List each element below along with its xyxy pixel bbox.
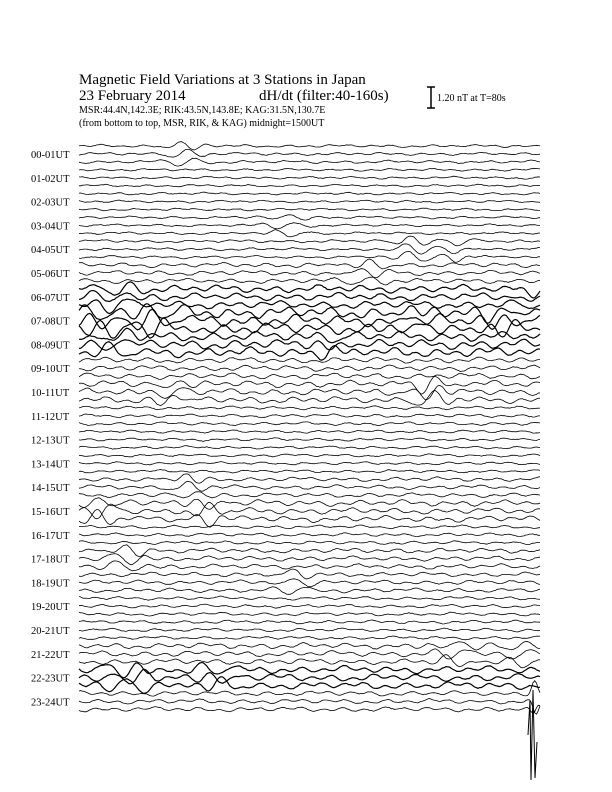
- trace-kag-line: [79, 525, 540, 529]
- trace-rik-line: [79, 223, 540, 229]
- trace-msr-line: [79, 184, 540, 187]
- trace-msr-line: [79, 277, 540, 285]
- trace-rik-line: [79, 649, 540, 659]
- trace-kag-line: [79, 641, 540, 650]
- hour-label: 08-09UT: [31, 340, 70, 352]
- trace-kag-line: [79, 681, 540, 696]
- trace-kag-line: [79, 498, 540, 510]
- trace-msr-line: [79, 492, 540, 498]
- trace-rik-line: [79, 149, 540, 157]
- hour-label: 04-05UT: [31, 245, 70, 257]
- hour-label: 10-11UT: [31, 388, 70, 399]
- hour-label: 15-16UT: [31, 507, 70, 518]
- trace-kag-line: [79, 663, 540, 678]
- hour-label: 03-04UT: [31, 221, 70, 233]
- hour-label: 20-21UT: [31, 626, 70, 637]
- hour-label: 14-15UT: [31, 483, 70, 495]
- hour-label: 07-08UT: [31, 316, 70, 328]
- hour-label: 22-23UT: [31, 673, 70, 685]
- trace-kag-line: [79, 430, 540, 433]
- trace-kag-line: [79, 569, 540, 579]
- trace-rik-line: [79, 269, 540, 278]
- trace-rik-line: [79, 533, 540, 537]
- chart-date: 23 February 2014: [79, 88, 186, 104]
- hour-label: 16-17UT: [31, 530, 70, 542]
- trace-rik-line: [79, 176, 540, 179]
- trace-msr-line: [79, 541, 540, 545]
- trace-msr-line: [79, 373, 540, 380]
- trace-msr-line: [79, 655, 540, 668]
- scale-bar-label: 1.20 nT at T=80s: [437, 93, 506, 104]
- trace-kag-line: [79, 406, 540, 410]
- trace-kag-line: [79, 620, 540, 624]
- trace-rik-line: [79, 554, 540, 565]
- trace-rik-line: [79, 669, 540, 683]
- trace-msr-line: [79, 705, 540, 713]
- trace-kag-line: [79, 192, 540, 195]
- trace-rik-line: [79, 481, 540, 491]
- trace-msr-line: [79, 636, 540, 640]
- trace-rik-line: [79, 414, 540, 418]
- hour-label: 01-02UT: [31, 173, 70, 185]
- trace-msr-line: [79, 612, 540, 616]
- trace-rik-line: [79, 200, 540, 203]
- trace-kag-line: [79, 142, 540, 150]
- hour-label: 23-24UT: [31, 697, 70, 709]
- trace-rik-line: [79, 438, 540, 442]
- trace-rik-line: [79, 244, 540, 254]
- trace-rik-line: [79, 604, 540, 608]
- chart-filter: dH/dt (filter:40-160s): [259, 88, 389, 104]
- trace-msr-line: [79, 230, 540, 237]
- hour-label: 18-19UT: [31, 578, 70, 590]
- hour-label-group: [31, 150, 70, 708]
- trace-rik-line: [79, 310, 540, 330]
- hour-label: 09-10UT: [31, 364, 70, 376]
- hour-label: 02-03UT: [31, 197, 70, 209]
- trace-kag-line: [79, 282, 540, 298]
- trace-msr-line: [79, 677, 540, 694]
- trace-msr-line: [79, 470, 540, 474]
- final-spike-line: [528, 690, 537, 780]
- hour-label: 06-07UT: [31, 292, 70, 304]
- trace-kag-line: [79, 259, 540, 269]
- chart-title: Magnetic Field Variations at 3 Stations in Japan: [79, 72, 366, 88]
- station-coordinates: MSR:44.4N,142.3E; RIK:43.5N,143.8E; KAG:31.5N,130.7E: [79, 105, 326, 116]
- hour-label: 13-14UT: [31, 459, 70, 471]
- trace-rik-line: [79, 579, 540, 587]
- trace-group: [79, 142, 540, 780]
- trace-msr-line: [79, 561, 540, 571]
- trace-msr-line: [79, 158, 540, 166]
- trace-rik-line: [79, 365, 540, 371]
- trace-kag-line: [79, 215, 540, 220]
- hour-label: 21-22UT: [31, 649, 70, 661]
- trace-rik-line: [79, 462, 540, 465]
- hour-label: 11-12UT: [31, 411, 70, 423]
- trace-kag-line: [79, 474, 540, 483]
- trace-kag-line: [79, 545, 540, 557]
- trace-kag-line: [79, 357, 540, 363]
- trace-msr-line: [79, 208, 540, 211]
- station-order-note: (from bottom to top, MSR, RIK, & KAG) midnight=1500UT: [79, 118, 325, 129]
- hour-label: 05-06UT: [31, 269, 70, 280]
- hour-label: 00-01UT: [31, 150, 70, 161]
- trace-kag-line: [79, 454, 540, 457]
- trace-kag-line: [79, 168, 540, 171]
- hour-label: 12-13UT: [31, 435, 70, 447]
- trace-msr-line: [79, 446, 540, 450]
- trace-msr-line: [79, 587, 540, 595]
- trace-msr-line: [79, 391, 540, 406]
- hour-label: 19-20UT: [31, 602, 70, 614]
- trace-rik-line: [79, 628, 540, 632]
- trace-kag-line: [79, 596, 540, 600]
- trace-rik-line: [79, 385, 540, 399]
- hour-label: 17-18UT: [31, 554, 70, 566]
- trace-msr-line: [79, 252, 540, 263]
- trace-msr-line: [79, 422, 540, 426]
- trace-kag-line: [79, 236, 540, 246]
- trace-rik-line: [79, 699, 540, 714]
- trace-msr-line: [79, 299, 540, 313]
